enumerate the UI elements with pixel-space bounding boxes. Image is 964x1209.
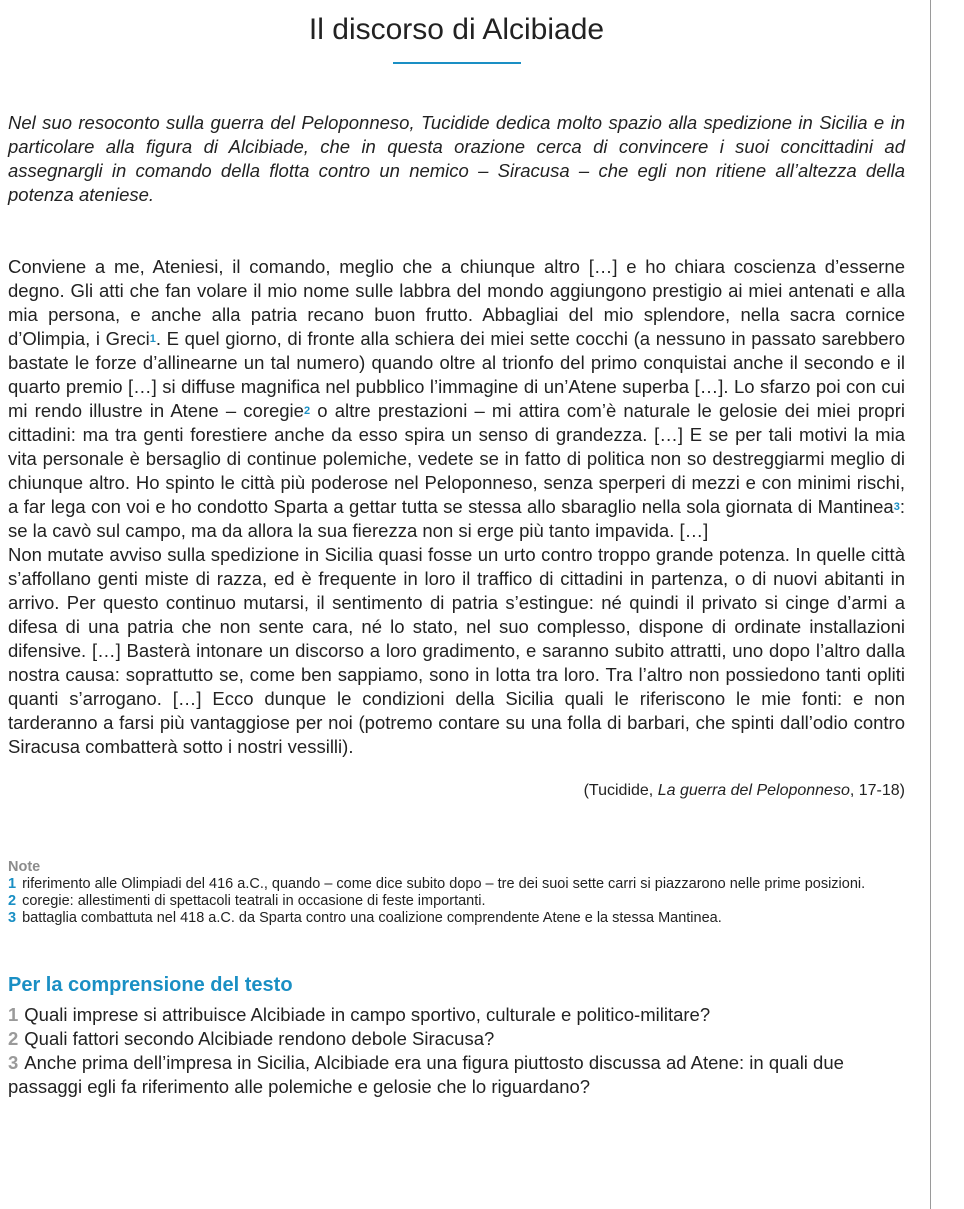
question-item <box>8 1003 905 1027</box>
footnote-ref-1[interactable]: 1 <box>149 333 156 345</box>
text-run: o altre prestazioni – mi attira com’è naturale le gelosie dei miei propri cittadini: ma tra genti forestiere anche da esso spira un senso di grandezza. […] E se per tali motivi la mia vita personale è bersaglio di continue polemiche, vedete se in fatto di politica non so destreggiarmi meglio di chiunque altro. Ho spinto le città più poderose nel Peloponneso, senza sperperi di mezzi e con minimi rischi, a far lega con voi e ho condotto Sparta a gettar tutta se stessa allo sbaraglio nella sola giornata di Mantinea <box>8 400 905 517</box>
note-number: 2 <box>8 893 17 909</box>
source-citation <box>8 781 905 801</box>
question-item <box>8 1051 905 1099</box>
question-item <box>8 1027 905 1051</box>
question-text: Quali imprese si attribuisce Alcibiade in campo sportivo, culturale e politico-militare? <box>24 1004 711 1025</box>
speech-paragraph-2: Non mutate avviso sulla spedizione in Sicilia quasi fosse un urto contro troppo grande potenza. In quelle città s’affollano genti miste di razza, ed è frequente in loro il traffico di cittadini in partenza, o di nuovi abitanti in arrivo. Per questo continuo mutarsi, il sentimento di patria s’estingue: né quindi il privato si cinge d’armi a difesa di una patria che non sente cara, né lo stato, nel suo complesso, dispone di ordinate installazioni difensive. […] Basterà intonare un discorso a loro gradimento, e saranno subito attratti, uno dopo l’altro dalla nostra causa: soprattutto se, come ben sappiamo, sono in lotta tra loro. Tra l’altro non possiedono tanti opliti quanti s’arrogano. […] Ecco dunque le condizioni della Sicilia quali le riferiscono le mie fonti: e non tarderanno a farsi più vantaggiose per noi (potremo contare su una folla di barbari, che spinti dall’odio contro Siracusa combatterà sotto i nostri vessilli). <box>8 544 905 757</box>
note-text: coregie: allestimenti di spettacoli teatrali in occasione di feste importanti. <box>22 893 486 909</box>
citation-work-title: La guerra del Peloponneso <box>657 782 850 799</box>
note-item <box>8 876 905 893</box>
note-item <box>8 893 905 910</box>
comprehension-heading: Per la comprensione del testo <box>8 974 293 996</box>
text-run: Conviene a me, Ateniesi, il comando, meglio che a chiunque altro […] e ho chiara coscienza d’esserne degno. Gli atti che fan volare il mio nome sulle labbra del mondo aggiungono prestigio ai miei antenati e alla mia persona, e anche alla patria recano buon frutto. Abbagliai del mio splendore, nella sacra cornice d’Olimpia, i Greci <box>8 256 905 349</box>
speech-paragraph-1 <box>8 255 905 543</box>
intro-paragraph: Nel suo resoconto sulla guerra del Peloponneso, Tucidide dedica molto spazio alla spedizione in Sicilia e in particolare alla figura di Alcibiade, che in questa orazione cerca di convincere i suoi concittadini ad assegnargli in comando della flotta contro un nemico – Siracusa – che egli non ritiene all’altezza della potenza ateniese. <box>8 112 905 205</box>
citation-after: , 17-18) <box>849 782 905 799</box>
footnote-ref-2[interactable]: 2 <box>303 405 311 417</box>
note-item <box>8 910 905 927</box>
page-title: Il discorso di Alcibiade <box>308 13 605 46</box>
document-page <box>8 0 905 1099</box>
note-number: 3 <box>8 910 17 926</box>
question-number: 2 <box>8 1028 19 1049</box>
note-text: battaglia combattuta nel 418 a.C. da Sparta contro una coalizione comprendente Atene e la stessa Mantinea. <box>22 910 722 926</box>
question-number: 1 <box>8 1004 19 1025</box>
footnote-ref-3[interactable]: 3 <box>893 501 900 513</box>
title-underline <box>393 62 521 64</box>
question-text: Quali fattori secondo Alcibiade rendono debole Siracusa? <box>24 1028 495 1049</box>
text-run: : se la cavò sul campo, ma da allora la sua fierezza non si erge più tanto impavida. […] <box>8 496 905 541</box>
note-number: 1 <box>8 876 17 892</box>
notes-heading: Note <box>8 859 41 875</box>
page-edge-rule <box>930 0 931 1209</box>
speech-text <box>8 255 905 759</box>
citation-before: (Tucidide, <box>583 782 658 799</box>
question-text: Anche prima dell’impresa in Sicilia, Alcibiade era una figura piuttosto discussa ad Atene: in quali due passaggi egli fa riferimento alle polemiche e gelosie che lo riguardano? <box>8 1052 844 1097</box>
text-run: . E quel giorno, di fronte alla schiera dei miei sette cocchi (a nessuno in passato sarebbero bastate le forze d’allinearne un tal numero) quando oltre al trionfo del primo conquistai anche il secondo e il quarto premio […] si diffuse magnifica nel pubblico l’immagine di un’Atene superba […]. Lo sfarzo poi con cui mi rendo illustre in Atene – coregie <box>8 328 905 421</box>
notes-section <box>8 859 905 927</box>
questions-list <box>8 1003 905 1099</box>
question-number: 3 <box>8 1052 19 1073</box>
note-text: riferimento alle Olimpiadi del 416 a.C., quando – come dice subito dopo – tre dei suoi sette carri si piazzarono nelle prime posizioni. <box>22 876 866 892</box>
